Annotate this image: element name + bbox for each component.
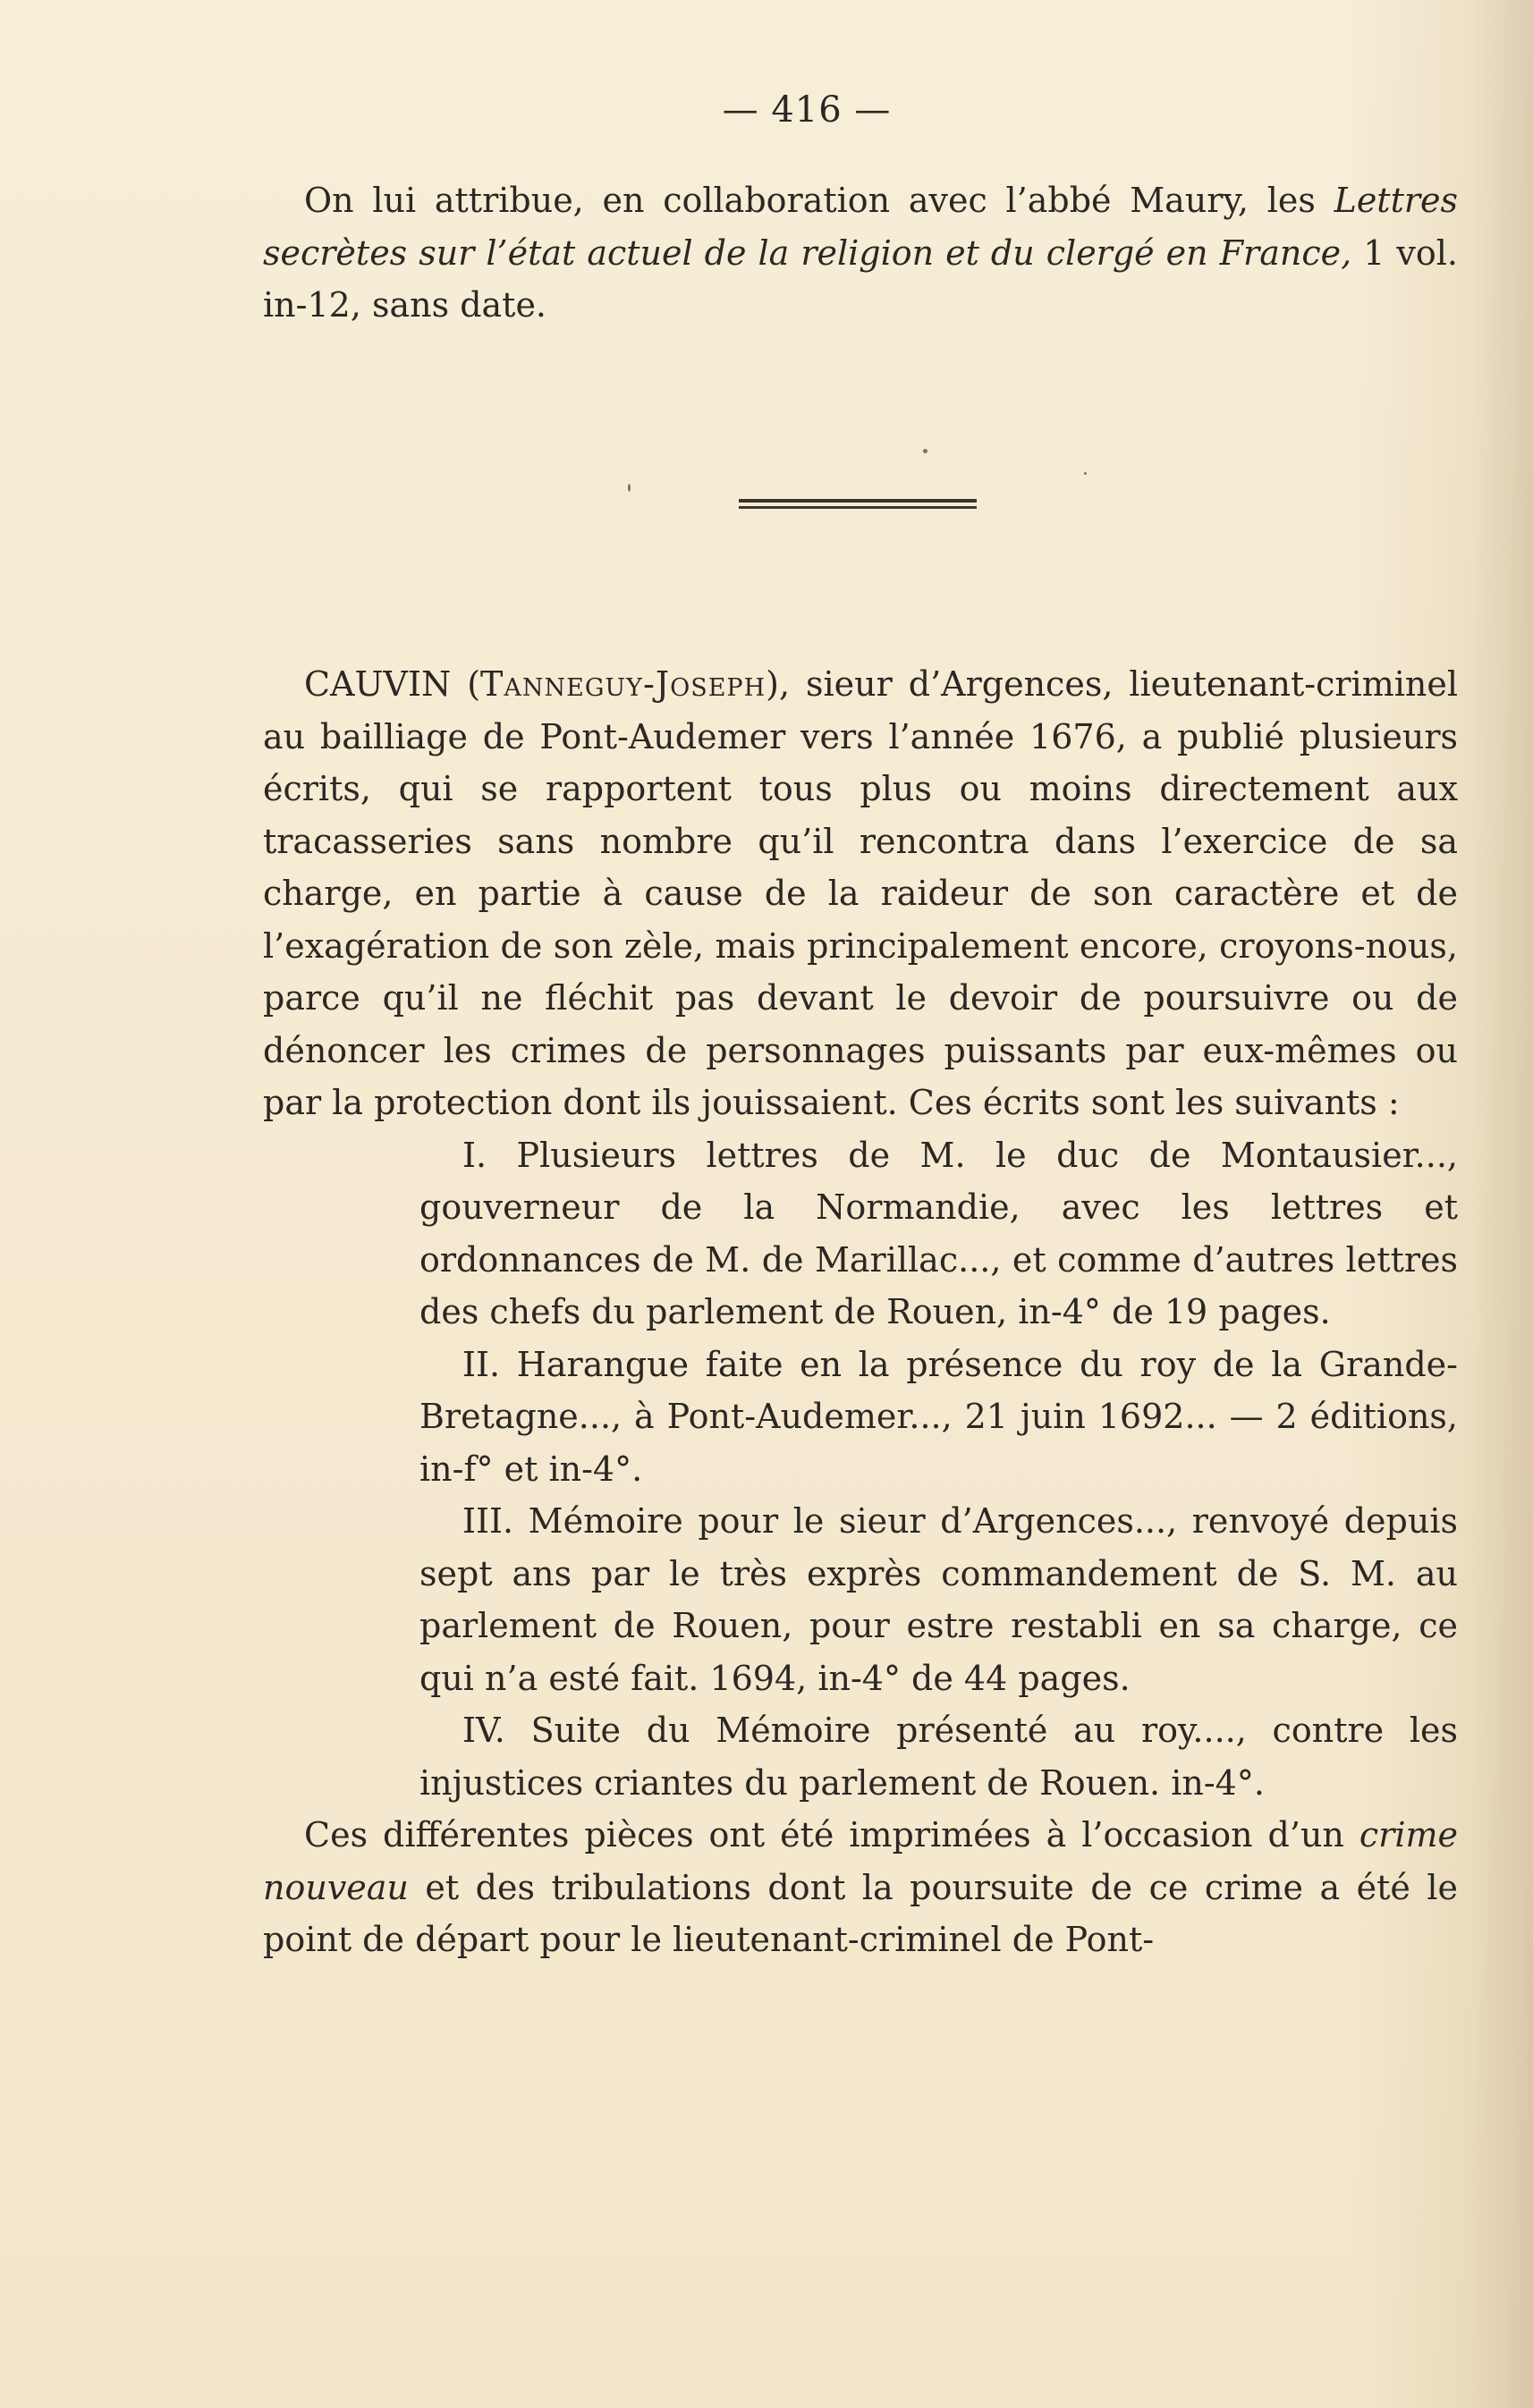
- intro-title: Lettres secrètes sur l’état actuel de la religion et du clergé en France,: [263, 181, 1458, 273]
- section-divider-lower: [739, 506, 977, 509]
- closing-text: Ces différentes pièces ont été imprimées à l’occasion d’un: [304, 1815, 1359, 1855]
- closing-paragraph: [263, 1809, 1458, 1966]
- ink-speck: [923, 449, 927, 453]
- entry-block: [263, 658, 1458, 1966]
- entry-given-names: Tanneguy-Joseph: [480, 664, 766, 704]
- intro-text: On lui attribue, en collaboration avec l’abbé Maury, les: [304, 181, 1334, 220]
- list-item: I. Plusieurs lettres de M. le duc de Montausier..., gouverneur de la Normandie, avec les lettres et ordonnances de M. de Marillac..., et comme d’autres lettres des chefs du parlement de Rouen, in-4° de 19 pages.: [419, 1135, 1458, 1331]
- page-number: — 416 —: [722, 89, 892, 131]
- list-item: II. Harangue faite en la présence du roy de la Grande-Bretagne..., à Pont-Audemer..., 21 juin 1692... — 2 éditions, in-f° et in-4°.: [419, 1344, 1458, 1489]
- ink-speck: [628, 484, 631, 492]
- intro-text-end: 1 vol. in-12, sans date.: [263, 232, 1458, 325]
- intro-paragraph: [263, 174, 1458, 332]
- closing-text-end: et des tribulations dont la poursuite de ce crime a été le point de départ pour le lieutenant-criminel de Pont-: [263, 1867, 1458, 1959]
- list-item: IV. Suite du Mémoire présenté au roy...., contre les injustices criantes du parlement de Rouen. in-4°.: [419, 1711, 1458, 1803]
- entry-paragraph: CAUVIN (Tanneguy-Joseph), sieur d’Argences, lieutenant-criminel au bailliage de Pont-Audemer vers l’année 1676, a publié plusieurs écrits, qui se rapportent tous plus ou moins directement aux tracasseries sans nombre qu’il rencontra dans l’exercice de sa charge, en partie à cause de la raideur de son caractère et de l’exagération de son zèle, mais principalement encore, croyons-nous, parce qu’il ne fléchit pas devant le devoir de poursuivre ou de dénoncer les crimes de personnages puissants par eux-mêmes ou par la protection dont ils jouissaient. Ces écrits sont les suivants :: [263, 664, 1459, 1122]
- list-item: III. Mémoire pour le sieur d’Argences..., renvoyé depuis sept ans par le très exprès commandement de S. M. au parlement de Rouen, pour estre restabli en sa charge, ce qui n’a esté fait. 1694, in-4° de 44 pages.: [419, 1501, 1458, 1698]
- entry-surname: CAUVIN: [304, 664, 452, 704]
- entry-text: sieur d’Argences, lieutenant-criminel au bailliage de Pont-Audemer vers l’année 1676, a publié plusieurs écrits, qui se rapportent tous plus ou moins directement aux tracasseries sans nombre qu’il rencontra dans l’exercice de sa charge, en partie à cause de la raideur de son caractère et de l’exagération de son zèle, mais principalement encore, croyons-nous, parce qu’il ne fléchit pas devant le devoir de poursuivre ou de dénoncer les crimes de personnages puissants par eux-mêmes ou par la protection dont ils jouissaient. Ces écrits sont les suivants :: [263, 664, 1459, 1122]
- ink-speck: [1084, 472, 1087, 475]
- section-divider: [739, 499, 977, 503]
- item-list: [263, 1129, 1458, 1810]
- closing-italic: crime nouveau: [263, 1815, 1458, 1907]
